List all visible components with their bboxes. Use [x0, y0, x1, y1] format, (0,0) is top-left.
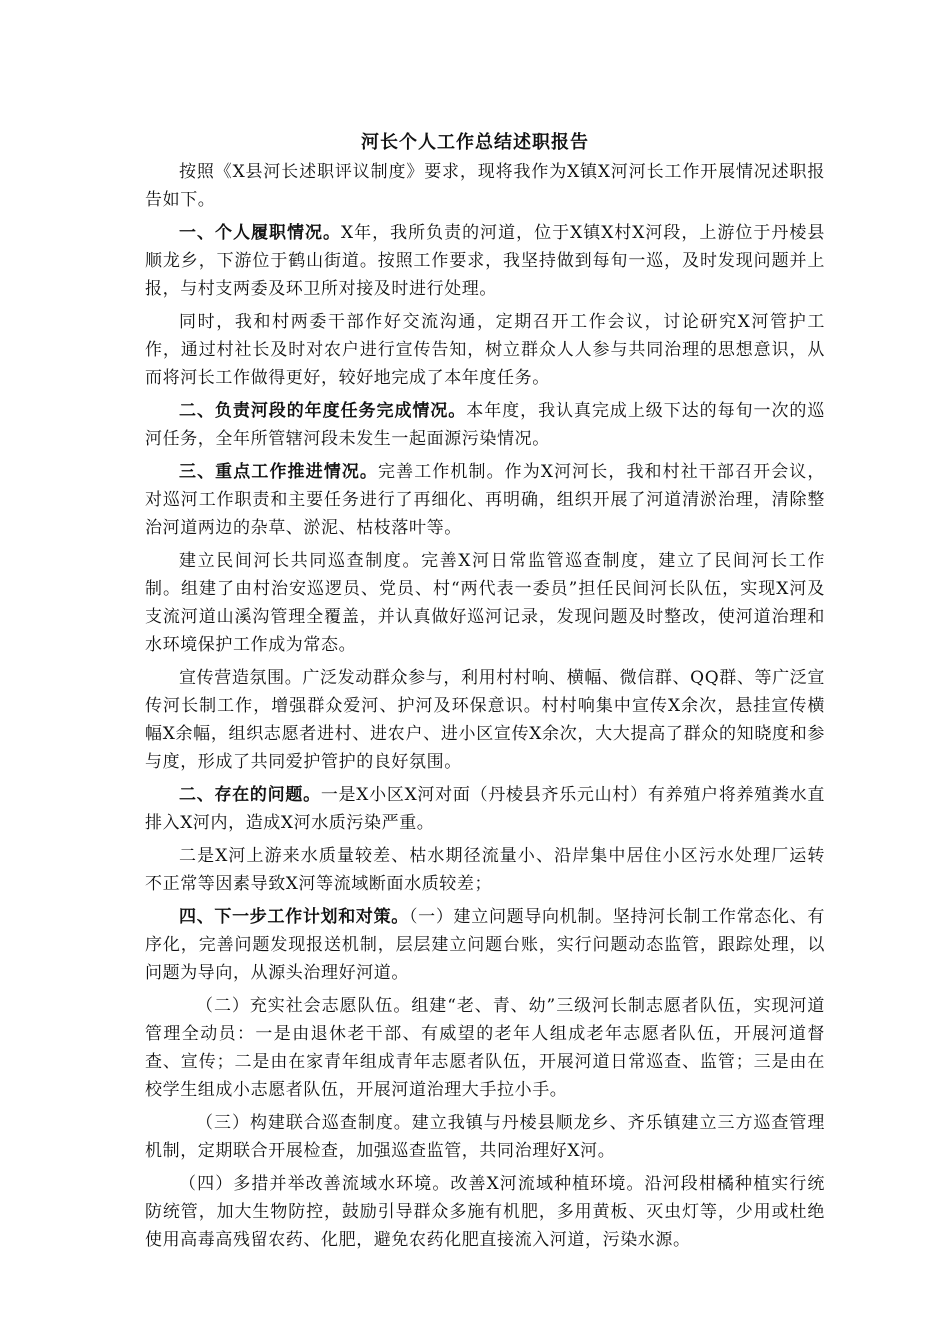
paragraph [145, 842, 825, 898]
paragraph-section-4 [145, 903, 825, 987]
paragraph-text: 本年度，我认真完成上级下达的每旬一次的巡河任务，全年所管辖河段未发生一起面源污染情况。 [145, 401, 825, 449]
section-heading: 四、下一步工作计划和对策。 [179, 907, 409, 927]
document-title: 河长个人工作总结述职报告 [361, 132, 589, 153]
paragraph [145, 664, 825, 776]
paragraph-text: 建立民间河长共同巡查制度。完善X河日常监管巡查制度，建立了民间河长工作制。组建了由村治安巡逻员、党员、村“两代表一委员”担任民间河长队伍，实现X河及支流河道山溪沟管理全覆盖，并认真做好巡河记录，发现问题及时整改，使河道治理和水环境保护工作成为常态。 [145, 551, 825, 655]
paragraph-text: 宣传营造氛围。广泛发动群众参与，利用村村响、横幅、微信群、QQ群、等广泛宣传河长制工作，增强群众爱河、护河及环保意识。村村响集中宣传X余次，悬挂宣传横幅X余幅，组织志愿者进村、进农户、进小区宣传X余次，大大提高了群众的知晓度和参与度，形成了共同爱护管护的良好氛围。 [145, 668, 825, 772]
paragraph-section-3 [145, 458, 825, 542]
paragraph-text: （三）构建联合巡查制度。建立我镇与丹棱县顺龙乡、齐乐镇建立三方巡查管理机制，定期联合开展检查，加强巡查监管，共同治理好X河。 [145, 1113, 825, 1161]
paragraph-section-2 [145, 397, 825, 453]
paragraph-text: （二）充实社会志愿队伍。组建“老、青、幼”三级河长制志愿者队伍，实现河道管理全动员：一是由退休老干部、有威望的老年人组成老年志愿者队伍，开展河道督查、宣传；二是由在家青年组成青年志愿者队伍，开展河道日常巡查、监管；三是由在校学生组成小志愿者队伍，开展河道治理大手拉小手。 [145, 996, 825, 1100]
paragraph-text: （四）多措并举改善流域水环境。改善X河流域种植环境。沿河段柑橘种植实行统防统管，加大生物防控，鼓励引导群众多施有机肥，多用黄板、灭虫灯等，少用或杜绝使用高毒高残留农药、化肥，避免农药化肥直接流入河道，污染水源。 [145, 1174, 825, 1250]
paragraph [145, 1109, 825, 1165]
paragraph-text: （一）建立问题导向机制。坚持河长制工作常态化、有序化，完善问题发现报送机制，层层建立问题台账，实行问题动态监管，跟踪处理，以问题为导向，从源头治理好河道。 [145, 907, 825, 983]
paragraph [145, 992, 825, 1104]
paragraph-intro [145, 158, 825, 214]
paragraph [145, 1170, 825, 1254]
paragraph-text: 同时，我和村两委干部作好交流沟通，定期召开工作会议，讨论研究X河管护工作，通过村社长及时对农户进行宣传告知，树立群众人人参与共同治理的思想意识，从而将河长工作做得更好，较好地完成了本年度任务。 [145, 312, 825, 388]
section-heading: 三、重点工作推进情况。 [179, 462, 379, 482]
section-heading: 一、个人履职情况。 [179, 223, 341, 243]
paragraph [145, 547, 825, 659]
paragraph-text: 二是X河上游来水质量较差、枯水期径流量小、沿岸集中居住小区污水处理厂运转不正常等因素导致X河等流域断面水质较差； [145, 846, 825, 894]
paragraph-text: X年，我所负责的河道，位于X镇X村X河段，上游位于丹棱县顺龙乡，下游位于鹤山街道。按照工作要求，我坚持做到每旬一巡，及时发现问题并上报，与村支两委及环卫所对接及时进行处理。 [145, 223, 825, 299]
section-heading: 二、存在的问题。 [179, 785, 321, 805]
section-heading: 二、负责河段的年度任务完成情况。 [179, 401, 467, 421]
paragraph [145, 308, 825, 392]
paragraph-section-1 [145, 219, 825, 303]
paragraph-text: 按照《X县河长述职评议制度》要求，现将我作为X镇X河河长工作开展情况述职报告如下。 [145, 162, 825, 210]
paragraph-text: 完善工作机制。作为X河河长，我和村社干部召开会议，对巡河工作职责和主要任务进行了再细化、再明确，组织开展了河道清淤治理，清除整治河道两边的杂草、淤泥、枯枝落叶等。 [145, 462, 825, 538]
paragraph-text: 一是X小区X河对面（丹棱县齐乐元山村）有养殖户将养殖粪水直排入X河内，造成X河水质污染严重。 [145, 785, 825, 833]
paragraph-section-problems [145, 781, 825, 837]
document-body [145, 158, 825, 1259]
